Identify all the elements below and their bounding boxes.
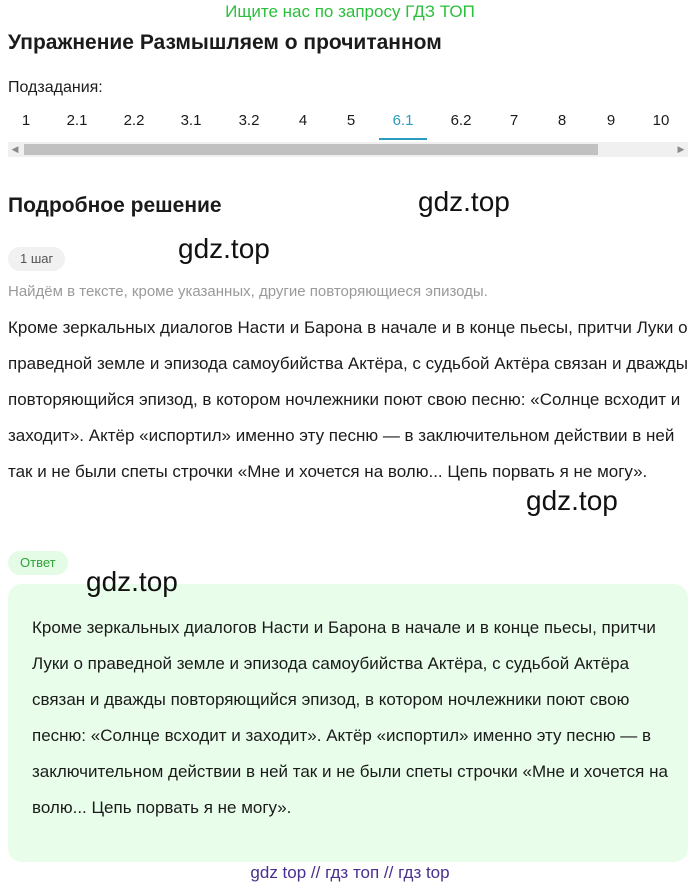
tab-10[interactable]: 10: [652, 112, 670, 129]
tab-1[interactable]: 1: [21, 112, 31, 129]
watermark: gdz.top: [526, 485, 618, 516]
watermark: gdz.top: [178, 233, 270, 264]
answer-text: Кроме зеркальных диалогов Насти и Барона в начале и в конце пьесы, притчи Луки о праведной земле и эпизода самоубийства Актёра, с судьбой Актёра связан и дважды повторяющийся эпизод, в котором ночлежники поют свою песню: «Солнце всходит и заходит». Актёр «испортил» именно эту песню — в заключительном действии в ней так и не были спеты строчки «Мне и хочется на волю... Цепь порвать я не могу».: [32, 618, 668, 817]
answer-badge: Ответ: [8, 551, 68, 575]
tabs-scrollbar[interactable]: [8, 142, 688, 157]
tab-6-2[interactable]: 6.2: [450, 112, 472, 129]
watermark: gdz.top: [86, 566, 178, 597]
tab-7[interactable]: 7: [509, 112, 519, 129]
step-badge: 1 шаг: [8, 247, 65, 271]
answer-box: [8, 584, 688, 862]
tab-8[interactable]: 8: [557, 112, 567, 129]
tab-3-2[interactable]: 3.2: [238, 112, 260, 129]
scroll-left-icon[interactable]: ◀: [11, 144, 19, 154]
scroll-right-icon[interactable]: ▶: [677, 144, 685, 154]
solution-text: Кроме зеркальных диалогов Насти и Барона в начале и в конце пьесы, притчи Луки о праведной земле и эпизода самоубийства Актёра, с судьбой Актёра связан и дважды повторяющийся эпизод, в котором ночлежники поют свою песню: «Солнце всходит и заходит». Актёр «испортил» именно эту песню — в заключительном действии в ней так и не были спеты строчки «Мне и хочется на волю... Цепь порвать я не могу».: [8, 318, 688, 481]
scroll-thumb[interactable]: [24, 144, 598, 155]
tab-9[interactable]: 9: [606, 112, 616, 129]
page-title: Упражнение Размышляем о прочитанном: [8, 31, 442, 54]
tab-5[interactable]: 5: [346, 112, 356, 129]
subtasks-label: Подзадания:: [8, 79, 103, 96]
promo-banner[interactable]: Ищите нас по запросу ГДЗ ТОП: [225, 2, 475, 21]
subtask-tabs: [0, 108, 700, 140]
tab-6-1[interactable]: 6.1: [379, 108, 427, 140]
solution-heading: Подробное решение: [8, 194, 222, 217]
step-hint: Найдём в тексте, кроме указанных, другие повторяющиеся эпизоды.: [8, 283, 488, 300]
footer-links[interactable]: gdz top // гдз топ // гдз top: [250, 863, 450, 882]
tab-2-1[interactable]: 2.1: [66, 112, 88, 129]
tab-3-1[interactable]: 3.1: [180, 112, 202, 129]
tab-4[interactable]: 4: [298, 112, 308, 129]
tab-2-2[interactable]: 2.2: [123, 112, 145, 129]
watermark: gdz.top: [418, 186, 510, 217]
